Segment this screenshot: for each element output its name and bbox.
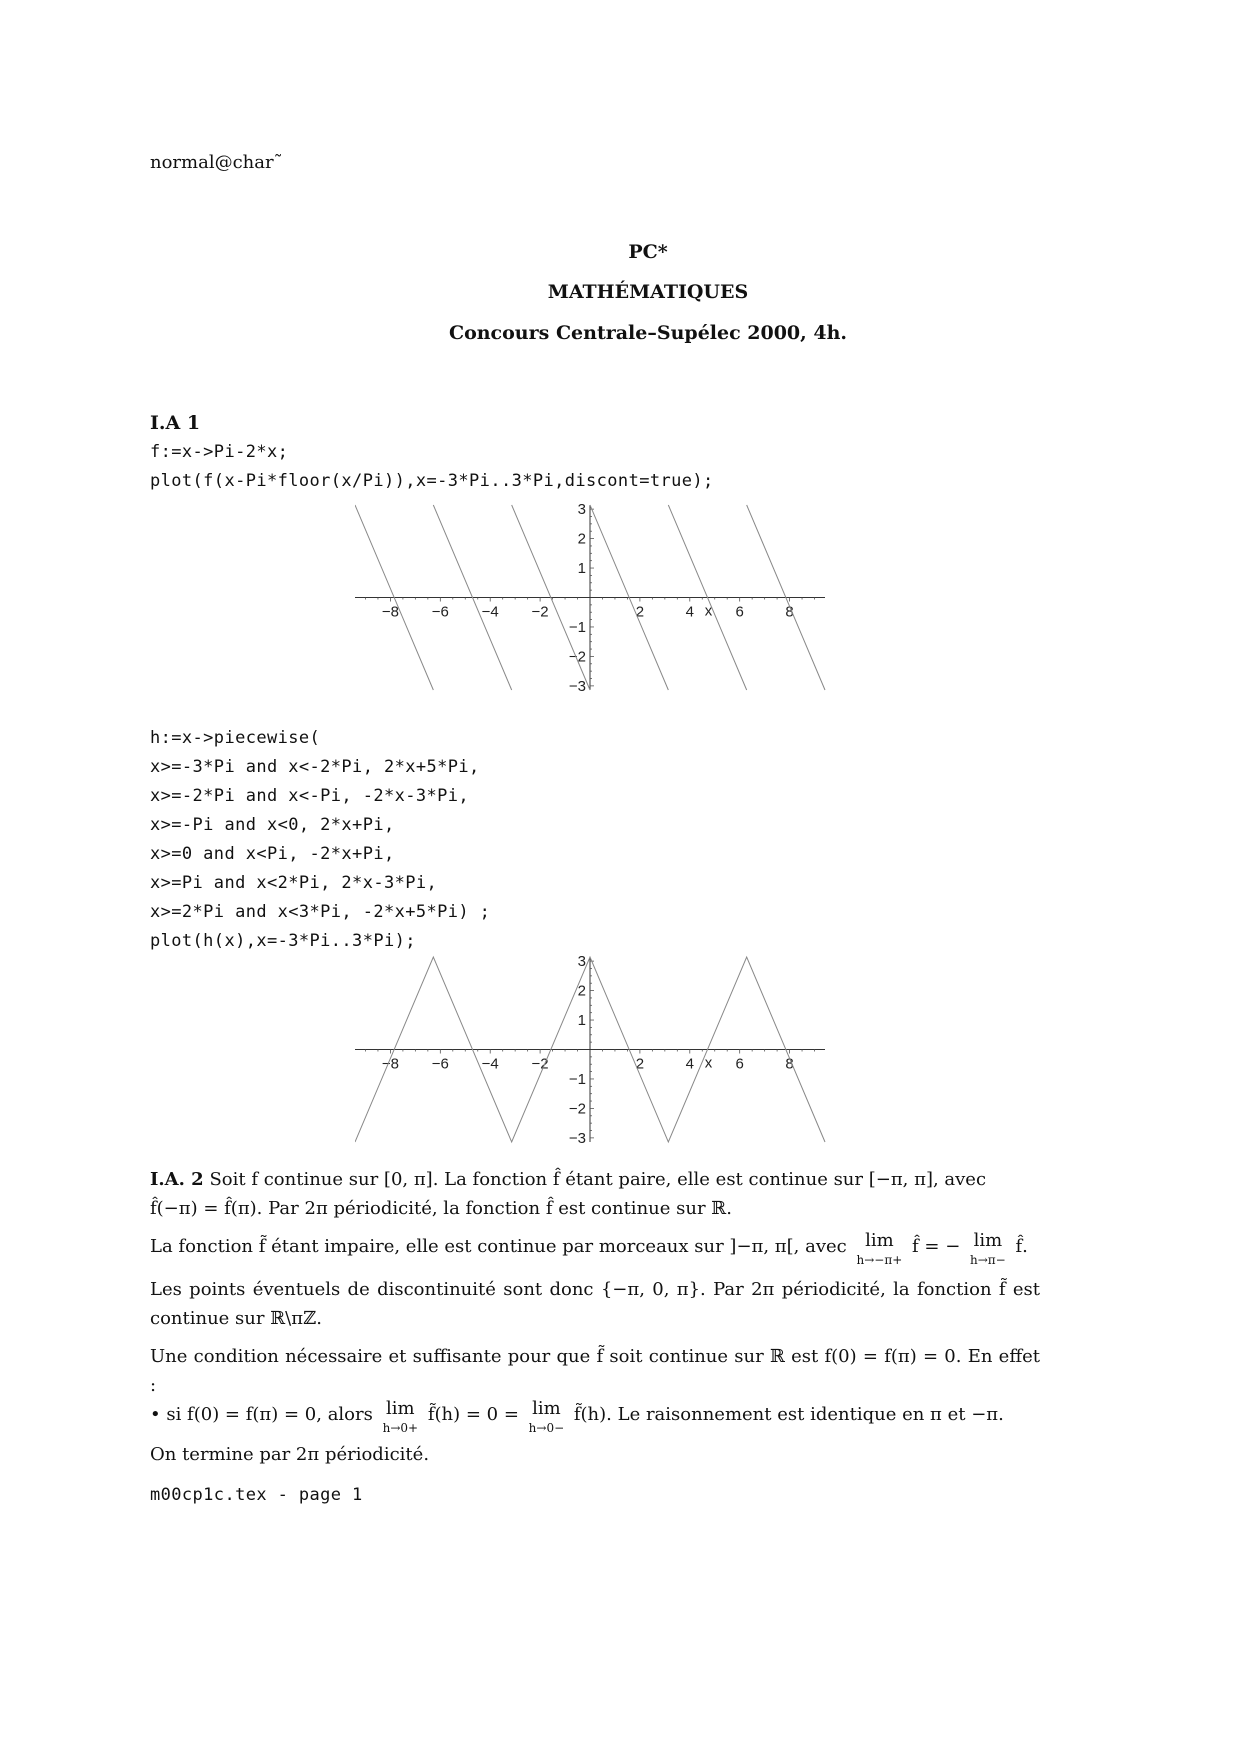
lim-label: lim [532, 1398, 561, 1419]
code-line: x>=-2*Pi and x<-Pi, -2*x-3*Pi, [150, 786, 470, 806]
paragraph-text: f̃(h). Le raisonnement est identique en π et −π. [573, 1404, 1004, 1425]
paragraph-ia2-3: Les points éventuels de discontinuité sont donc {−π, 0, π}. Par 2π périodicité, la fonction f̃ est continue sur ℝ\πℤ. [150, 1279, 1040, 1329]
paragraph-ia2-6: On termine par 2π périodicité. [150, 1444, 430, 1465]
lim-label: lim [865, 1230, 894, 1251]
limit-expression [970, 1232, 1006, 1269]
y-tick-label: 1 [577, 1012, 586, 1030]
code-line: x>=Pi and x<2*Pi, 2*x-3*Pi, [150, 873, 438, 893]
paragraph-text: f̂ = − [912, 1236, 961, 1257]
y-tick-label: −1 [568, 618, 586, 636]
y-tick-label: −3 [568, 1129, 586, 1147]
section-heading-ia1: I.A 1 [150, 412, 201, 434]
paragraph-text: • si f(0) = f(π) = 0, alors [150, 1404, 373, 1425]
x-tick-label: −6 [431, 1055, 449, 1073]
limit-expression [383, 1400, 418, 1437]
lim-subscript: h→−π+ [856, 1253, 903, 1267]
lim-label: lim [386, 1398, 415, 1419]
y-tick-label: 1 [577, 560, 586, 578]
x-tick-label: 6 [735, 1055, 744, 1073]
y-tick-label: −2 [568, 1100, 586, 1118]
x-tick-label: −2 [531, 603, 549, 621]
x-tick-label: 4 [685, 603, 694, 621]
class-title: PC* [628, 241, 668, 263]
x-tick-label: −4 [481, 603, 499, 621]
y-tick-label: −3 [568, 677, 586, 695]
code-line: plot(h(x),x=-3*Pi..3*Pi); [150, 931, 416, 951]
paragraph-text: La fonction f̃ étant impaire, elle est continue par morceaux sur ]−π, π[, avec [150, 1236, 847, 1257]
paragraph-ia2-4: Une condition nécessaire et suffisante pour que f̃ soit continue sur ℝ est f(0) = f(π) = 0. En effet : [150, 1346, 1040, 1396]
limit-expression [529, 1400, 564, 1437]
paragraph-text: Soit f continue sur [0, π]. La fonction f̂ étant paire, elle est continue sur [−π, π], avec [209, 1169, 987, 1190]
limit-expression [856, 1232, 902, 1269]
paragraph-ia2-1 [150, 1165, 1040, 1223]
x-tick-label: 2 [635, 603, 645, 621]
plot-sawtooth [355, 500, 835, 700]
y-tick-label: 3 [577, 501, 586, 519]
x-tick-label: 4 [685, 1055, 694, 1073]
paragraph-ia2-2 [150, 1232, 1040, 1269]
x-tick-label: 2 [635, 1055, 645, 1073]
y-tick-label: −1 [568, 1070, 586, 1088]
code-line: x>=-3*Pi and x<-2*Pi, 2*x+5*Pi, [150, 757, 480, 777]
code-line: x>=-Pi and x<0, 2*x+Pi, [150, 815, 395, 835]
exam-title: Concours Centrale–Supélec 2000, 4h. [448, 322, 848, 344]
paragraph-text: f̂. [1015, 1236, 1028, 1257]
code-line: x>=2*Pi and x<3*Pi, -2*x+5*Pi) ; [150, 902, 491, 922]
code-line: plot(f(x-Pi*floor(x/Pi)),x=-3*Pi..3*Pi,discont=true); [150, 471, 714, 491]
section-heading-ia2: I.A. 2 [150, 1169, 204, 1190]
x-tick-label: 8 [785, 1055, 794, 1073]
x-tick-label: −8 [381, 1055, 399, 1073]
lim-subscript: h→0+ [382, 1421, 419, 1435]
y-tick-label: 2 [577, 530, 586, 548]
paragraph-ia2-5 [150, 1400, 1040, 1437]
lim-subscript: h→0− [528, 1421, 565, 1435]
plot-triangle [355, 952, 835, 1152]
paragraph-text: f̂(−π) = f̂(π). Par 2π périodicité, la fonction f̂ est continue sur ℝ. [150, 1198, 732, 1219]
code-line: x>=0 and x<Pi, -2*x+Pi, [150, 844, 395, 864]
lim-label: lim [973, 1230, 1003, 1251]
paragraph-text: f̃(h) = 0 = [427, 1404, 519, 1425]
x-tick-label: 6 [735, 603, 744, 621]
x-tick-label: 8 [785, 603, 794, 621]
x-tick-label: −6 [431, 603, 449, 621]
lim-subscript: h→π− [970, 1253, 1006, 1267]
x-tick-label: −4 [481, 1055, 499, 1073]
code-line: h:=x->piecewise( [150, 728, 321, 748]
x-tick-label: −8 [381, 603, 399, 621]
y-tick-label: −2 [568, 648, 586, 666]
y-tick-label: 2 [577, 982, 586, 1000]
page-footer: m00cp1c.tex - page 1 [150, 1485, 363, 1505]
running-header: normal@char˜ [150, 152, 283, 173]
subject-title: MATHÉMATIQUES [547, 281, 749, 303]
code-line: f:=x->Pi-2*x; [150, 442, 289, 462]
x-axis-label: x [704, 1054, 713, 1072]
x-axis-label: x [704, 602, 713, 620]
x-tick-label: −2 [531, 1055, 549, 1073]
y-tick-label: 3 [577, 953, 586, 971]
